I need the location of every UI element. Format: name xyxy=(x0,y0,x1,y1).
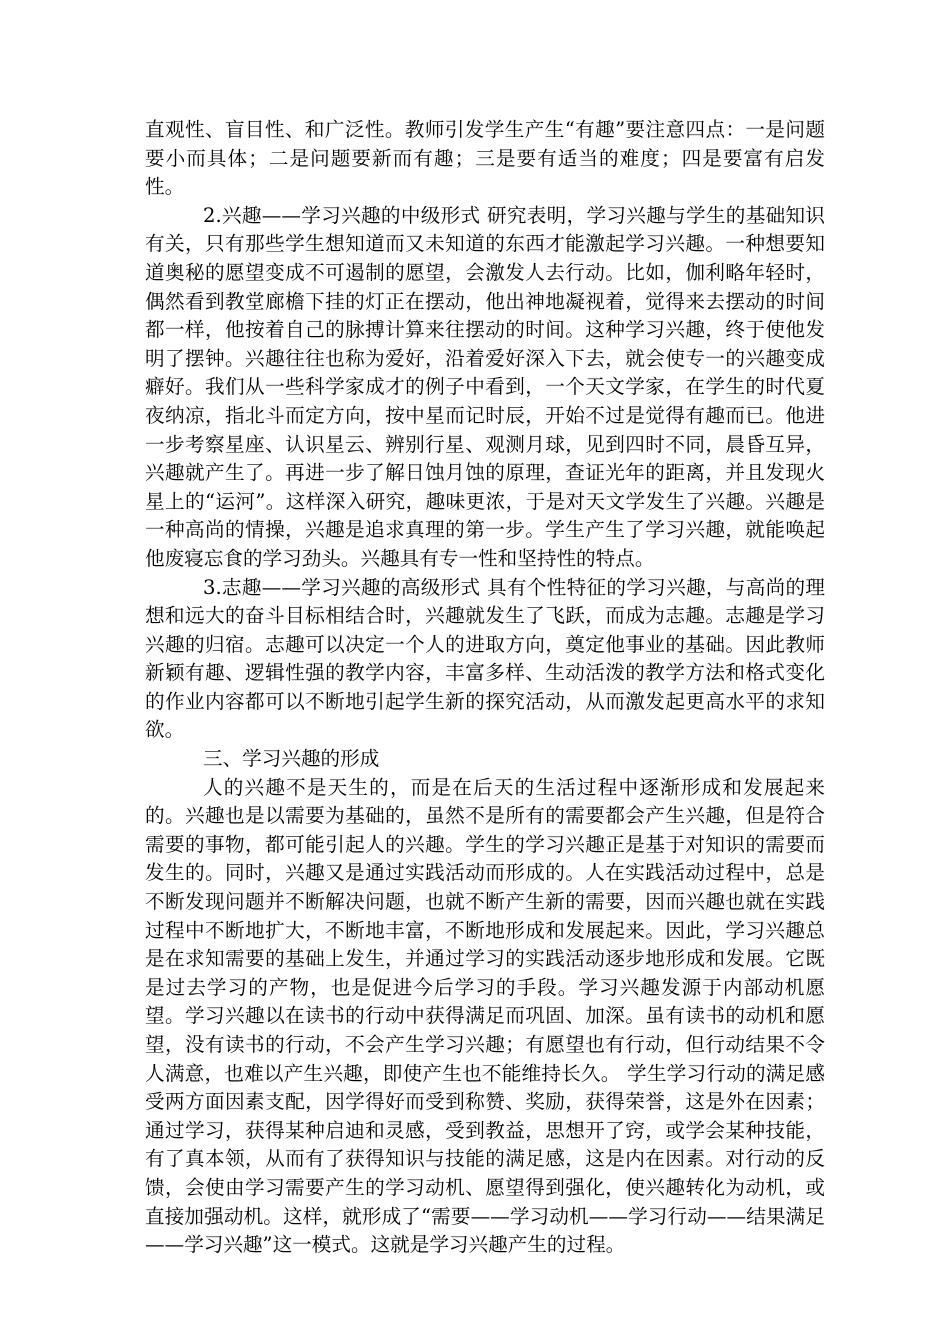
paragraph-intro-continuation: 直观性、盲目性、和广泛性。教师引发学生产生“有趣”要注意四点：一是问题要小而具体；二是问题要新而有趣；三是要有适当的难度；四是要富有启发性。 xyxy=(145,118,825,199)
section-heading-formation: 三、学习兴趣的形成 xyxy=(203,747,380,771)
paragraph-aspiration-advanced: 3.志趣——学习兴趣的高级形式 具有个性特征的学习兴趣，与高尚的理想和远大的奋斗目标相结合时，兴趣就发生了飞跃，而成为志趣。志趣是学习兴趣的归宿。志趣可以决定一个人的进取方向，奠定他事业的基础。因此教师新颖有趣、逻辑性强的教学内容，丰富多样、生动活泼的教学方法和格式变化的作业内容都可以不断地引起学生新的探究活动，从而激发起更高水平的求知欲。 xyxy=(145,575,825,742)
paragraph-interest-intermediate: 2.兴趣——学习兴趣的中级形式 研究表明，学习兴趣与学生的基础知识有关，只有那些学生想知道而又未知道的东西才能激起学习兴趣。一种想要知道奥秘的愿望变成不可遏制的愿望，会激发人去行动。比如，伽利略年轻时，偶然看到教堂廊檐下挂的灯正在摆动，他出神地凝视着，觉得来去摆动的时间都一样，他按着自己的脉搏计算来往摆动的时间。这种学习兴趣，终于使他发明了摆钟。兴趣往往也称为爱好，沿着爱好深入下去，就会使专一的兴趣变成癖好。我们从一些科学家成才的例子中看到，一个天文学家，在学生的时代夏夜纳凉，指北斗而定方向，按中星而记时辰，开始不过是觉得有趣而已。他进一步考察星座、认识星云、辨别行星、观测月球，见到四时不同，晨昏互异，兴趣就产生了。再进一步了解日蚀月蚀的原理，查证光年的距离，并且发现火星上的“运河”。这样深入研究，趣味更浓，于是对天文学发生了兴趣。兴趣是一种高尚的情操，兴趣是追求真理的第一步。学生产生了学习兴趣，就能唤起他废寝忘食的学习劲头。兴趣具有专一性和坚持性的特点。 xyxy=(145,203,825,570)
paragraph-formation-body: 人的兴趣不是天生的，而是在后天的生活过程中逐渐形成和发展起来的。兴趣也是以需要为基础的，虽然不是所有的需要都会产生兴趣，但是符合需要的事物，都可能引起人的兴趣。学生的学习兴趣正是基于对知识的需要而发生的。同时，兴趣又是通过实践活动而形成的。人在实践活动过程中，总是不断发现问题并不断解决问题，也就不断产生新的需要，因而兴趣也就在实践过程中不断地扩大，不断地丰富，不断地形成和发展起来。因此，学习兴趣总是在求知需要的基础上发生，并通过学习的实践活动逐步地形成和发展。它既是过去学习的产物，也是促进今后学习的手段。学习兴趣发源于内部动机愿望。学习兴趣以在读书的行动中获得满足而巩固、加深。虽有读书的动机和愿望，没有读书的行动，不会产生学习兴趣；有愿望也有行动，但行动结果不令人满意，也难以产生兴趣，即使产生也不能维持长久。 学生学习行动的满足感受两方面因素支配，因学得好而受到称赞、奖励，获得荣誉，这是外在因素；通过学习，获得某种启迪和灵感，受到教益，思想开了窍，或学会某种技能，有了真本领，从而有了获得知识与技能的满足感，这是内在因素。对行动的反馈，会使由学习需要产生的学习动机、愿望得到强化，使兴趣转化为动机，或直接加强动机。这样，就形成了“需要——学习动机——学习行动——结果满足——学习兴趣”这一模式。这就是学习兴趣产生的过程。 xyxy=(145,775,825,1257)
document-page xyxy=(145,116,825,1260)
